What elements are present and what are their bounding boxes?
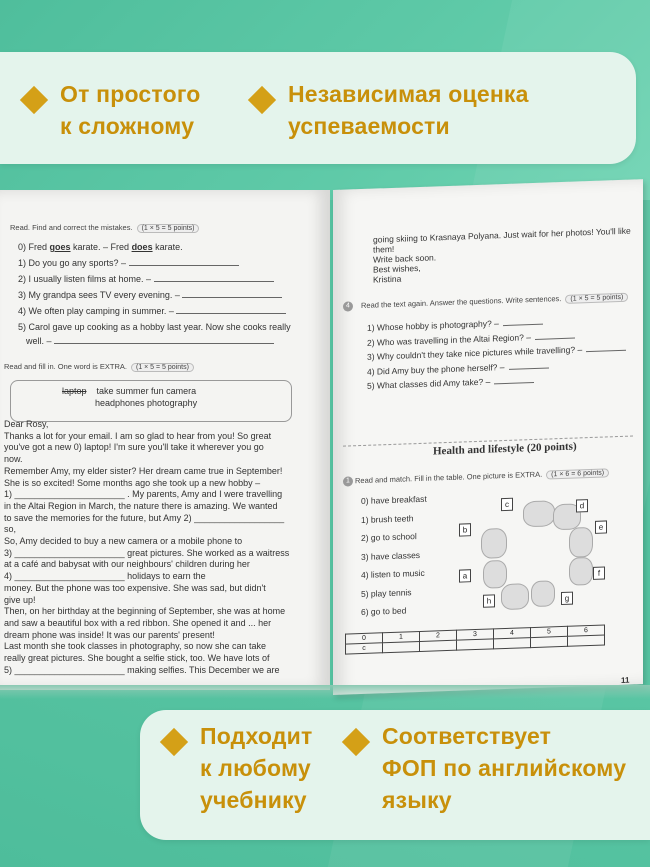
text-line-content: 3) ______________________ great pictures. She worked as a waitress [4, 547, 290, 558]
text-line [4, 630, 215, 640]
text-line-content: Remember Amy, my elder sister? Her dream came true in September! [4, 465, 283, 476]
text-line-content: Best wishes, [373, 262, 421, 275]
exercise-instruction: Read. Find and correct the mistakes. (1 × 5 = 5 points) [10, 223, 199, 233]
answer-table-header: 1 [383, 631, 420, 642]
text-line-content: 4) ______________________ holidays to earn the [4, 571, 206, 582]
feature-fop-compliance [346, 720, 626, 816]
text-line [4, 442, 264, 452]
text-line-content: them! [373, 243, 395, 255]
text-line-content: 5) play tennis [361, 586, 412, 599]
text-line [4, 431, 271, 441]
text-line [4, 595, 36, 605]
text-line-content: really great pictures. She bought a selfie stick, too. We have lots of [4, 653, 270, 663]
text-line-content: at a café and babysat with our neighbours' children during her [4, 559, 250, 570]
text-line [367, 375, 534, 391]
text-line-content: dream phone was inside! It was our parents' present! [4, 629, 215, 640]
text-line [4, 478, 260, 488]
text-line [4, 454, 23, 464]
text-line-content: you've got a new 0) laptop! I'm sure you'll take it wherever you go [4, 442, 264, 453]
answer-table-header: 4 [494, 628, 531, 639]
text-line-content: 1) ______________________ . My parents, Amy and I were travelling [4, 489, 283, 500]
answer-table-cell[interactable] [568, 635, 605, 646]
answer-table-cell[interactable] [420, 640, 457, 651]
text-line [4, 571, 206, 581]
picture-bedroom [481, 528, 507, 559]
answer-table-cell[interactable] [494, 638, 531, 649]
text-line [361, 513, 413, 525]
answer-table-cell[interactable] [457, 639, 494, 650]
picture-label: a [459, 569, 471, 582]
text-line [4, 466, 282, 476]
answer-table-cell[interactable] [383, 641, 420, 652]
text-line [4, 583, 266, 593]
text-line-content: 3) Why couldn't they take nice pictures while travelling? – [367, 344, 583, 362]
answer-line[interactable] [509, 367, 549, 369]
text-line-content: to save the memories for the future, but Amy 2) __________________ [4, 512, 285, 523]
diamond-bullet-icon [248, 86, 276, 114]
text-line [361, 549, 420, 561]
text-line-content: going skiing to Krasnaya Polyana. Just wait for her photos! You'll like [373, 225, 631, 245]
answer-table-cell[interactable]: c [346, 643, 383, 654]
picture-label: b [459, 523, 471, 536]
text-line-content: in the Altai Region in March, the nature there is amazing. We wanted [4, 500, 278, 511]
answer-table [345, 625, 605, 655]
answer-table-header: 2 [420, 630, 457, 641]
picture-girl [569, 527, 593, 558]
diamond-bullet-icon [342, 728, 370, 756]
text-line-content: give up! [4, 594, 36, 605]
exercise-instruction: Read and match. Fill in the table. One picture is EXTRA. (1 × 6 = 6 points) [355, 467, 609, 486]
feature-text: Подходит к любому учебнику [200, 723, 313, 813]
exercise-item: 3) My grandpa sees TV every evening. – [18, 290, 282, 300]
text-line-content: 5) What classes did Amy take? – [367, 376, 491, 391]
picture-tennis [569, 557, 593, 586]
text-line-content: 4) Did Amy buy the phone herself? – [367, 361, 505, 377]
text-line-content: 2) Who was travelling in the Altai Region? – [367, 331, 531, 348]
text-line [4, 524, 16, 534]
text-line [4, 419, 48, 429]
text-line [361, 531, 417, 543]
text-line [373, 226, 631, 245]
text-line [4, 641, 266, 651]
picture-label: e [595, 520, 607, 533]
book-shadow [0, 685, 650, 699]
text-line-content: 4) listen to music [361, 567, 425, 581]
text-line [4, 618, 271, 628]
text-line [4, 513, 284, 523]
text-line [4, 548, 289, 558]
exercise-item: 1) Do you go any sports? – [18, 258, 239, 268]
word-bank-row: headphones photography [95, 398, 198, 408]
text-line-content: 0) have breakfast [361, 493, 427, 507]
workbook-spread [0, 180, 650, 710]
text-line-content: Thanks a lot for your email. I am so glad to hear from you! So great [4, 430, 272, 441]
picture-label: f [593, 567, 605, 580]
text-line [367, 360, 549, 376]
diamond-bullet-icon [160, 728, 188, 756]
exercise-item: 4) We often play camping in summer. – [18, 306, 286, 316]
feature-text: От простого к сложному [60, 81, 201, 139]
feature-independent-assessment [252, 78, 529, 142]
text-line [4, 653, 269, 663]
answer-table-cell[interactable] [531, 636, 568, 647]
text-line-content: 6) go to bed [361, 605, 407, 618]
text-line-content: Last month she took classes in photography, so now she can take [4, 641, 266, 652]
left-page [0, 190, 330, 690]
section-title: Health and lifestyle (20 points) [433, 440, 577, 458]
feature-text: Соответствует ФОП по английскому языку [382, 723, 627, 813]
text-line-content: now. [4, 454, 23, 465]
text-line [4, 501, 278, 511]
exercise-number: 1 [343, 476, 353, 486]
text-line-content: 5) ______________________ making selfies. This December we are [4, 664, 280, 675]
diamond-bullet-icon [20, 86, 48, 114]
word-bank-row: laptop take summer fun camera [62, 386, 197, 396]
answer-line[interactable] [586, 350, 626, 352]
picture-label: h [483, 594, 495, 607]
text-line-content: Dear Rosy, [4, 419, 49, 429]
text-line-content: She is so excited! Some months ago she took up a new hobby – [4, 477, 261, 488]
text-line [361, 494, 427, 506]
text-line-content: so, [4, 524, 17, 535]
text-line-content: Kristina [373, 273, 402, 285]
feature-any-textbook [164, 720, 312, 816]
picture-label: g [561, 592, 573, 605]
text-line [361, 568, 425, 580]
exercise-number: 4 [343, 301, 353, 311]
answer-table-header: 0 [346, 633, 383, 644]
letter-ending [333, 179, 643, 285]
picture-label: c [501, 498, 513, 511]
feature-simple-to-complex [24, 78, 201, 142]
answer-table-header: 6 [568, 625, 605, 636]
picture-sport [531, 580, 555, 607]
answer-table-header: 3 [457, 629, 494, 640]
text-line-content: Then, on her birthday at the beginning of September, she was at home [4, 606, 286, 617]
picture-headphones [483, 560, 507, 589]
picture-bike [501, 583, 529, 610]
text-line-content: and saw a beautiful box with a red ribbon. She opened it and ... her [4, 617, 272, 628]
exercise-item: well. – [26, 336, 274, 346]
answer-line[interactable] [503, 324, 543, 326]
page-number: 11 [621, 675, 630, 685]
text-line-content: money. But the phone was too expensive. She was sad, but didn't [4, 582, 266, 593]
exercise-item: 5) Carol gave up cooking as a hobby last year. Now she cooks really [18, 322, 291, 332]
text-line-content: So, Amy decided to buy a new camera or a mobile phone to [4, 536, 243, 546]
feature-text: Независимая оценка успеваемости [288, 81, 529, 139]
text-line-content: Write back soon. [373, 252, 437, 265]
right-page [333, 179, 643, 695]
picture-label: d [576, 499, 588, 512]
answer-line[interactable] [494, 382, 534, 384]
exercise-item: 2) I usually listen films at home. – [18, 274, 274, 284]
text-line [361, 605, 406, 617]
text-line [373, 274, 401, 285]
answer-line[interactable] [535, 337, 575, 339]
picture-kitchen [523, 500, 555, 527]
text-line [4, 489, 282, 499]
text-line-content: 1) Whose hobby is photography? – [367, 318, 499, 333]
text-line [361, 587, 412, 599]
exercise-instruction: Read and fill in. One word is EXTRA. (1 × 5 = 5 points) [4, 362, 194, 372]
text-line [4, 665, 280, 675]
text-line-content: 2) go to school [361, 531, 417, 544]
text-line [4, 559, 250, 569]
example-sentence: 0) Fred goes karate. – Fred does karate. [18, 242, 183, 252]
answer-table-header: 5 [531, 626, 568, 637]
text-line-content: 1) brush teeth [361, 512, 414, 525]
exercise-instruction: Read the text again. Answer the questions. Write sentences. (1 × 5 = 5 points) [361, 292, 628, 311]
text-line-content: 3) have classes [361, 549, 421, 562]
text-line [4, 606, 285, 616]
text-line [4, 536, 242, 546]
text-line [367, 317, 543, 333]
